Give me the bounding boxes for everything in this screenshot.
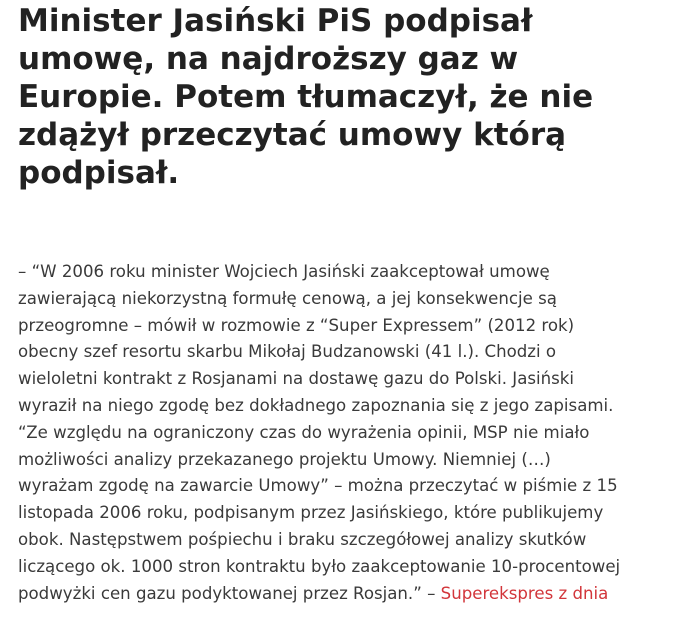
headline-line: podpisał. xyxy=(18,155,180,191)
body-last-line xyxy=(18,581,680,608)
body-line: liczącego ok. 1000 stron kontraktu było zaakceptowanie 10-procentowej xyxy=(18,556,621,576)
headline-line: umowę, na najdroższy gaz w xyxy=(18,41,519,77)
body-line: wyrażam zgodę na zawarcie Umowy” – można przeczytać w piśmie z 15 xyxy=(18,476,618,496)
headline-line: zdążył przeczytać umowy którą xyxy=(18,117,567,153)
body-line: zawierającą niekorzystną formułę cenową, a jej konsekwencje są xyxy=(18,288,557,308)
body-line: listopada 2006 roku, podpisanym przez Jasińskiego, które publikujemy xyxy=(18,503,604,523)
body-line: wieloletni kontrakt z Rosjanami na dostawę gazu do Polski. Jasiński xyxy=(18,369,575,389)
headline-line: Minister Jasiński PiS podpisał xyxy=(18,3,533,39)
article-body xyxy=(18,259,680,607)
body-line: przeogromne – mówił w rozmowie z “Super Expressem” (2012 rok) xyxy=(18,315,575,335)
body-last-line-text: podwyżki cen gazu podyktowanej przez Rosjan.” – xyxy=(18,583,441,603)
body-line: obecny szef resortu skarbu Mikołaj Budzanowski (41 l.). Chodzi o xyxy=(18,342,557,362)
headline-line: Europie. Potem tłumaczył, że nie xyxy=(18,79,594,115)
body-line: wyraził na niego zgodę bez dokładnego zapoznania się z jego zapisami. xyxy=(18,395,614,415)
article xyxy=(18,0,668,603)
source-link[interactable]: Superekspres z dnia xyxy=(440,583,609,603)
body-line: możliwości analizy przekazanego projektu Umowy. Niemniej (…) xyxy=(18,449,551,469)
body-line: – “W 2006 roku minister Wojciech Jasiński zaakceptował umowę xyxy=(18,262,550,281)
body-line: obok. Następstwem pośpiechu i braku szczegółowej analizy skutków xyxy=(18,529,587,549)
body-line: “Ze względu na ograniczony czas do wyrażenia opinii, MSP nie miało xyxy=(18,422,590,442)
article-headline xyxy=(18,0,668,192)
